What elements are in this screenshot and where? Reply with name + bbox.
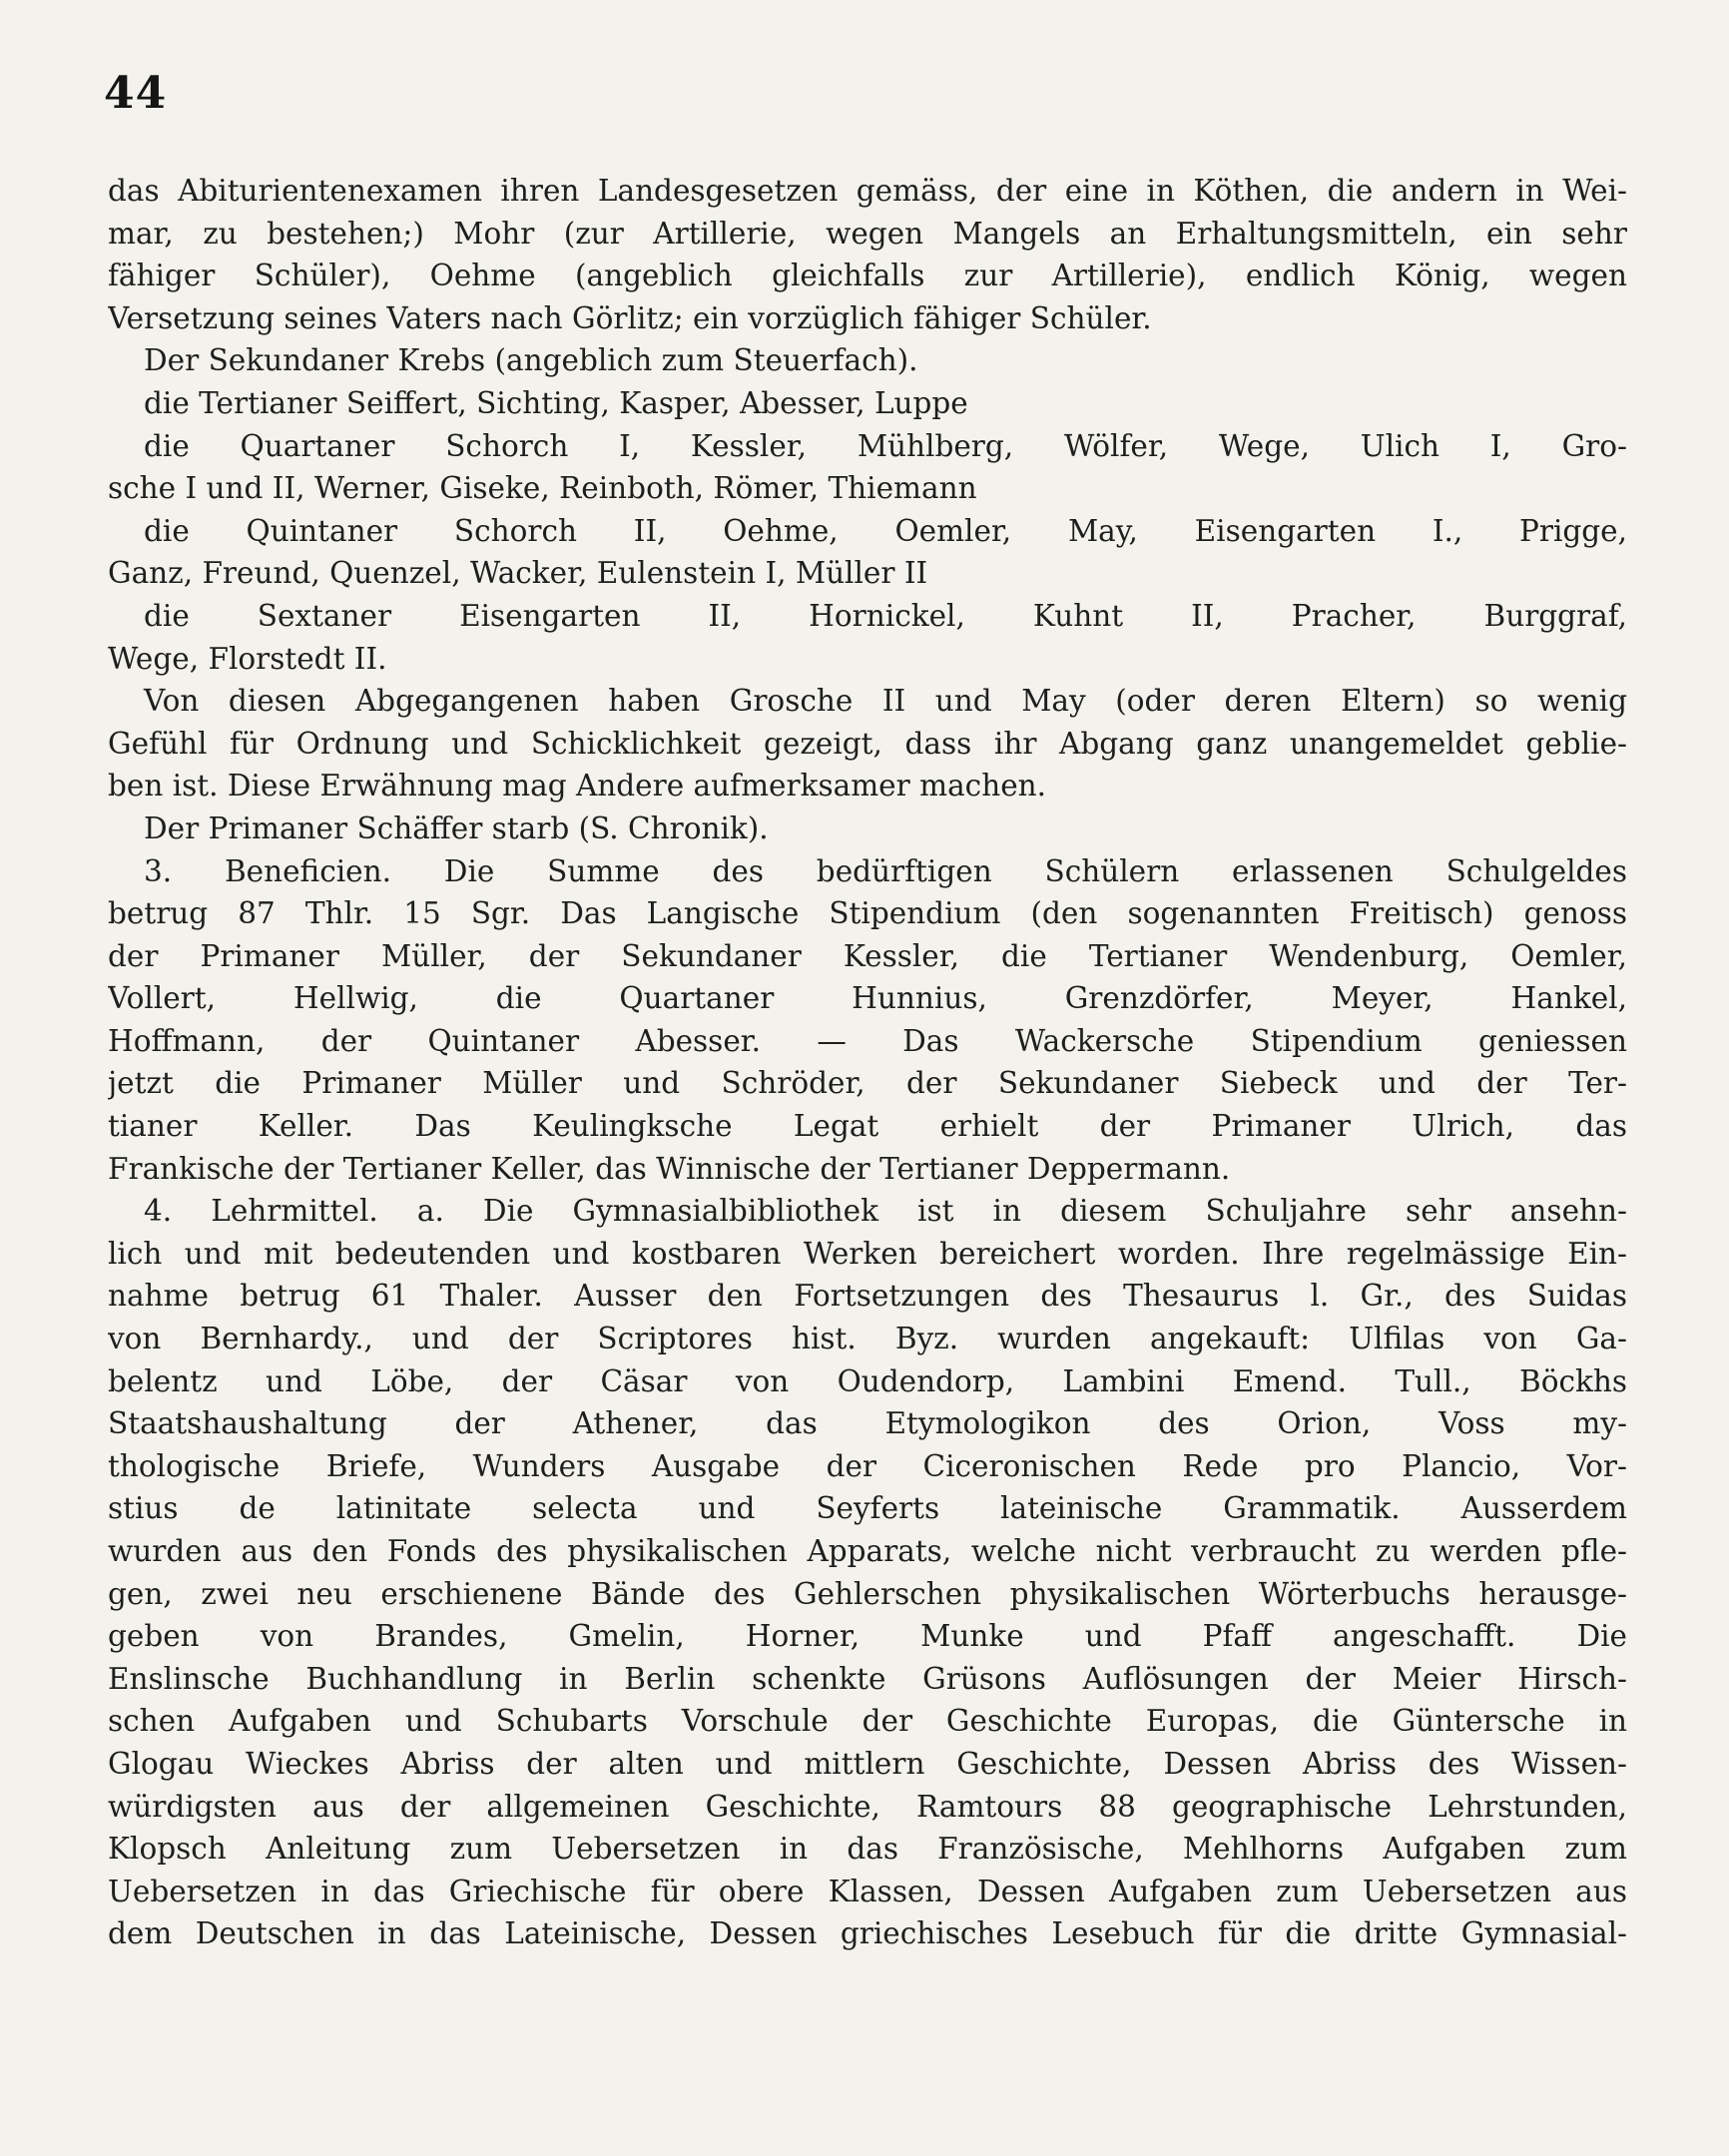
text-line: Uebersetzen in das Griechische für obere Klassen, Dessen Aufgaben zum Uebersetzen aus [108,1874,1627,1908]
text-line: schen Aufgaben und Schubarts Vorschule der Geschichte Europas, die Güntersche in [108,1704,1627,1739]
text-line: von Bernhardy., und der Scriptores hist. Byz. wurden angekauft: Ulfilas von Ga- [108,1322,1627,1356]
text-line: Vollert, Hellwig, die Quartaner Hunnius, Grenzdörfer, Meyer, Hankel, [108,981,1627,1016]
text-line: belentz und Löbe, der Cäsar von Oudendorp, Lambini Emend. Tull., Böckhs [108,1363,1627,1398]
text-line: Der Primaner Schäffer starb (S. Chronik). [144,810,769,845]
text-line: ben ist. Diese Erwähnung mag Andere aufmerksamer machen. [108,769,1047,804]
text-line: das Abiturientenexamen ihren Landesgesetzen gemäss, der eine in Köthen, die andern in Wei- [108,174,1627,208]
text-line: fähiger Schüler), Oehme (angeblich gleichfalls zur Artillerie), endlich König, wegen [108,259,1627,293]
text-line: betrug 87 Thlr. 15 Sgr. Das Langische Stipendium (den sogenannten Freitisch) genoss [108,896,1627,931]
text-line: die Sextaner Eisengarten II, Hornickel, Kuhnt II, Pracher, Burggraf, [144,598,1627,633]
text-line: lich und mit bedeutenden und kostbaren Werken bereichert worden. Ihre regelmässige Ein- [108,1236,1627,1271]
text-line: würdigsten aus der allgemeinen Geschichte, Ramtours 88 geographische Lehrstunden, [108,1789,1627,1824]
text-line: Frankische der Tertianer Keller, das Winnische der Tertianer Deppermann. [108,1151,1231,1186]
text-line: Glogau Wieckes Abriss der alten und mittlern Geschichte, Dessen Abriss des Wissen- [108,1746,1627,1781]
text-line: sche I und II, Werner, Giseke, Reinboth, Römer, Thiemann [108,471,977,506]
text-line: stius de latinitate selecta und Seyferts lateinische Grammatik. Ausserdem [108,1491,1627,1526]
text-line: die Quartaner Schorch I, Kessler, Mühlberg, Wölfer, Wege, Ulich I, Gro- [144,428,1627,463]
text-line: mar, zu bestehen;) Mohr (zur Artillerie, wegen Mangels an Erhaltungsmitteln, ein sehr [108,216,1627,251]
text-line: Enslinsche Buchhandlung in Berlin schenkte Grüsons Auflösungen der Meier Hirsch- [108,1661,1627,1696]
text-line: Staatshaushaltung der Athener, das Etymologikon des Orion, Voss my- [108,1406,1627,1441]
text-line: 4. Lehrmittel. a. Die Gymnasialbibliothek ist in diesem Schuljahre sehr ansehn- [144,1194,1627,1229]
text-line: thologische Briefe, Wunders Ausgabe der Ciceronischen Rede pro Plancio, Vor- [108,1448,1627,1483]
text-line: 3. Beneficien. Die Summe des bedürftigen Schülern erlassenen Schulgeldes [144,853,1627,888]
text-line: die Tertianer Seiffert, Sichting, Kasper, Abesser, Luppe [144,385,968,420]
text-line: der Primaner Müller, der Sekundaner Kessler, die Tertianer Wendenburg, Oemler, [108,938,1627,973]
text-line: Hoffmann, der Quintaner Abesser. — Das Wackersche Stipendium geniessen [108,1023,1627,1058]
text-line: die Quintaner Schorch II, Oehme, Oemler, May, Eisengarten I., Prigge, [144,513,1627,548]
text-line: wurden aus den Fonds des physikalischen Apparats, welche nicht verbraucht zu werden pfle- [108,1534,1627,1568]
text-line: gen, zwei neu erschienene Bände des Gehlerschen physikalischen Wörterbuchs herausge- [108,1576,1627,1611]
text-line: Wege, Florstedt II. [108,641,387,676]
text-line: Ganz, Freund, Quenzel, Wacker, Eulenstein I, Müller II [108,556,928,591]
text-line: nahme betrug 61 Thaler. Ausser den Fortsetzungen des Thesaurus l. Gr., des Suidas [108,1279,1627,1314]
text-line: Der Sekundaner Krebs (angeblich zum Steuerfach). [144,343,918,378]
text-line: jetzt die Primaner Müller und Schröder, der Sekundaner Siebeck und der Ter- [108,1066,1627,1101]
text-line: Versetzung seines Vaters nach Görlitz; ein vorzüglich fähiger Schüler. [108,300,1152,335]
text-line: Klopsch Anleitung zum Uebersetzen in das Französische, Mehlhorns Aufgaben zum [108,1832,1627,1867]
text-line: Gefühl für Ordnung und Schicklichkeit gezeigt, dass ihr Abgang ganz unangemeldet geblie- [108,726,1627,761]
text-line: dem Deutschen in das Lateinische, Dessen griechisches Lesebuch für die dritte Gymnasial- [108,1916,1627,1951]
text-line: tianer Keller. Das Keulingksche Legat erhielt der Primaner Ulrich, das [108,1109,1627,1144]
text-line: geben von Brandes, Gmelin, Horner, Munke und Pfaff angeschafft. Die [108,1619,1627,1654]
text-line: Von diesen Abgegangenen haben Grosche II und May (oder deren Eltern) so wenig [144,684,1627,719]
body-text [108,170,1627,1955]
page-number: 44 [104,68,168,119]
